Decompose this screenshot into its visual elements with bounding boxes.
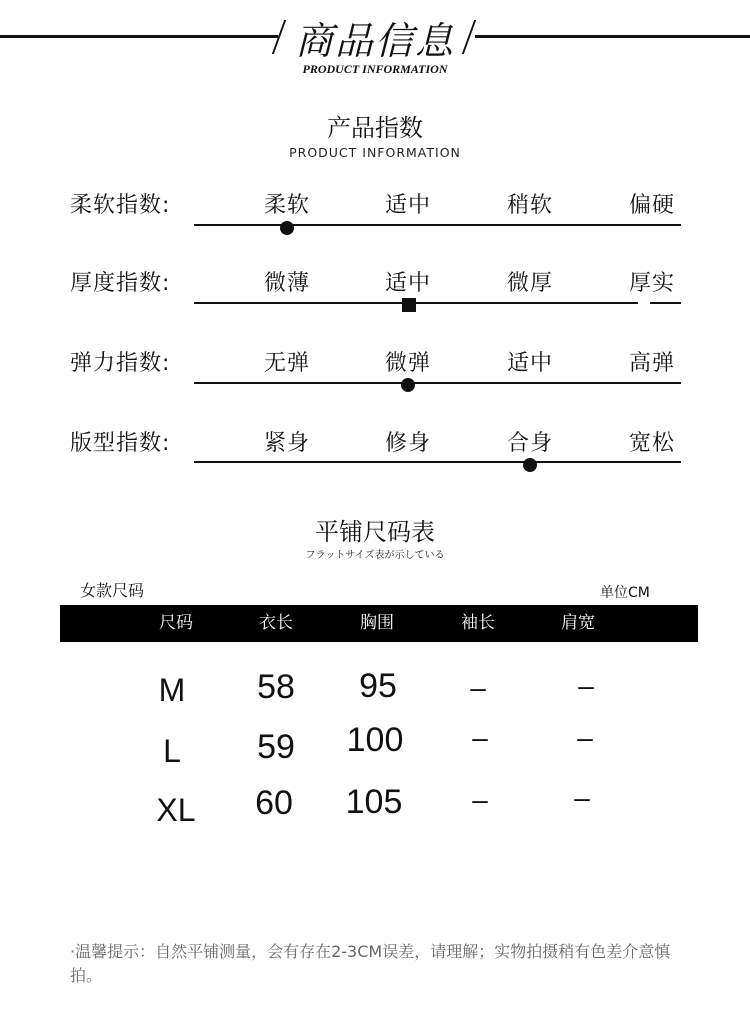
index-marker-dot — [523, 458, 537, 472]
index-marker-dot — [280, 221, 294, 235]
index-row-label: 弹力指数: — [70, 351, 171, 376]
column-header-chest: 胸围 — [360, 613, 394, 633]
index-row-label: 柔软指数: — [70, 193, 171, 218]
column-header-sleeve: 袖长 — [461, 613, 495, 633]
size-cell: XL — [156, 792, 196, 828]
index-option: 微弹 — [384, 351, 431, 376]
index-option: 修身 — [384, 431, 431, 456]
chest-cell: 105 — [345, 783, 403, 821]
shoulder-cell: – — [577, 722, 593, 753]
index-option: 柔软 — [263, 193, 310, 218]
column-header-size: 尺码 — [159, 613, 193, 633]
size-table-label: 女款尺码 — [80, 581, 145, 600]
index-option: 宽松 — [628, 431, 675, 456]
index-option: 微厚 — [506, 271, 553, 296]
index-option: 合身 — [506, 431, 553, 456]
length-cell: 59 — [257, 728, 295, 766]
size-cell: L — [163, 733, 181, 769]
size-section-title: 平铺尺码表 — [315, 518, 435, 546]
index-option: 厚实 — [628, 271, 675, 296]
column-header-shoulder: 肩宽 — [561, 613, 595, 633]
index-marker-dot — [401, 378, 415, 392]
index-section-title: 产品指数 — [327, 114, 423, 142]
sleeve-cell: – — [472, 722, 488, 753]
index-scale-line — [194, 302, 638, 304]
sleeve-cell: – — [470, 672, 486, 703]
size-table-unit: 单位CM — [600, 585, 650, 601]
size-section-subtitle: フラットサイズ表が示している — [305, 550, 445, 561]
header-rule-left — [0, 35, 278, 38]
chest-cell: 100 — [346, 721, 404, 759]
page-title: 商品信息 — [294, 19, 455, 63]
index-option: 紧身 — [263, 431, 310, 456]
index-option: 适中 — [384, 271, 431, 296]
index-option: 适中 — [384, 193, 431, 218]
index-scale-line — [194, 224, 681, 226]
length-cell: 60 — [255, 784, 293, 822]
index-option: 偏硬 — [628, 193, 675, 218]
sleeve-cell: – — [472, 784, 488, 815]
index-marker-square — [402, 298, 416, 312]
index-row-label: 版型指数: — [70, 431, 171, 456]
size-cell: M — [158, 672, 186, 708]
shoulder-cell: – — [578, 670, 594, 701]
index-row-label: 厚度指数: — [70, 271, 171, 296]
index-scale-line-end — [650, 302, 681, 304]
column-header-length: 衣长 — [259, 613, 293, 633]
size-table-header — [60, 605, 698, 642]
index-scale-line — [194, 461, 681, 463]
length-cell: 58 — [257, 668, 295, 706]
shoulder-cell: – — [574, 782, 590, 813]
tip-note: ·温馨提示：自然平铺测量，会有存在2-3CM误差，请理解；实物拍摄稍有色差介意慎拍。 — [70, 942, 671, 985]
index-option: 高弹 — [628, 351, 675, 376]
index-section-subtitle: PRODUCT INFORMATION — [289, 145, 461, 160]
index-option: 无弹 — [263, 351, 310, 376]
chest-cell: 95 — [359, 667, 397, 705]
header-rule-right — [475, 35, 750, 38]
index-option: 稍软 — [506, 193, 553, 218]
index-option: 微薄 — [263, 271, 310, 296]
index-option: 适中 — [506, 351, 553, 376]
page-subtitle: PRODUCT INFORMATION — [302, 62, 448, 76]
index-scale-line — [194, 382, 681, 384]
